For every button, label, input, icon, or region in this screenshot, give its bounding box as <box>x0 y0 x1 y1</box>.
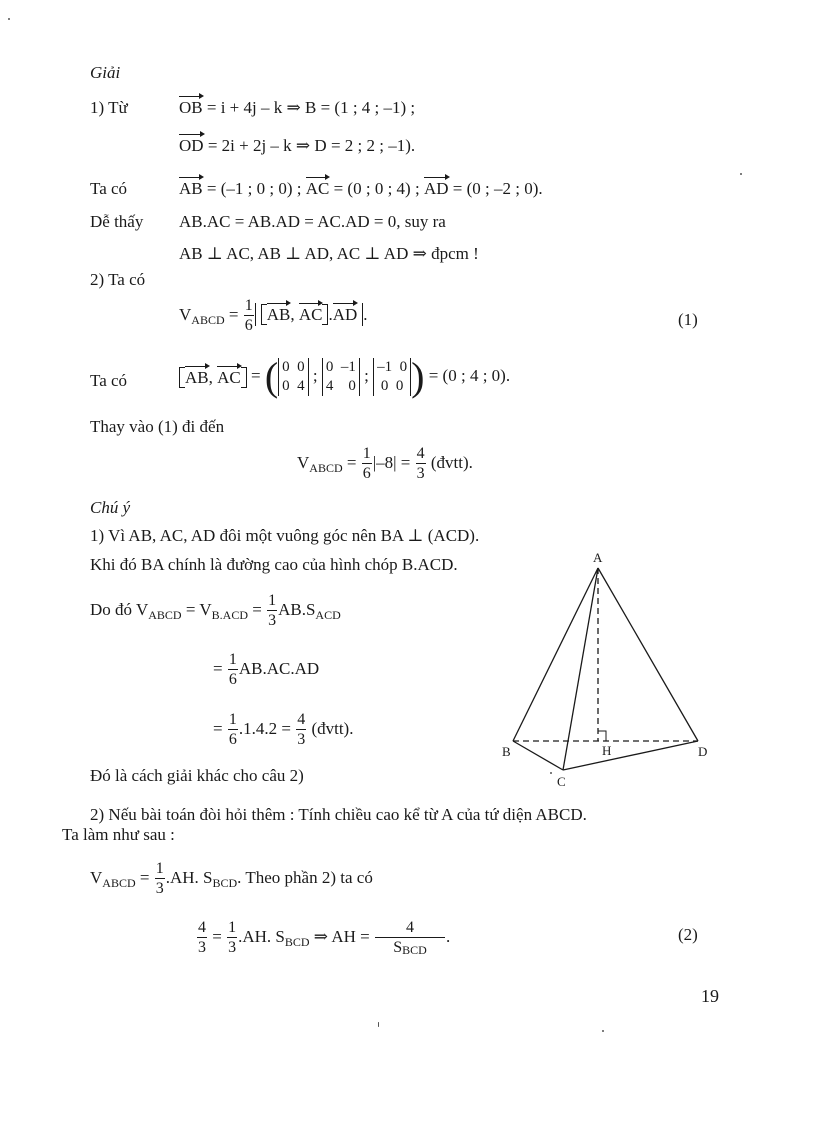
cross-product-result: = (0 ; 4 ; 0). <box>428 365 511 385</box>
ob-vector: OB <box>179 98 203 117</box>
od-vector: OD <box>179 136 204 155</box>
volume-formula: $V_{ABCD}$ = $\frac{1}{6}$ AB, AC .AD . <box>179 297 368 334</box>
ab-value: = (–1 ; 0 ; 0) ; <box>206 179 302 198</box>
od-expression: = 2i + 2j – k ⇒ D = 2 ; 2 ; –1). <box>207 136 416 155</box>
right-angle-mark <box>598 731 606 741</box>
ad-vector: AD <box>423 179 449 198</box>
note-line-1: 1) Vì AB, AC, AD đôi một vuông góc nên BA ⊥ (ACD). <box>90 526 480 545</box>
scan-speck <box>8 18 10 20</box>
tetrahedron-figure <box>495 548 735 788</box>
solution-heading: Giải <box>90 63 121 82</box>
note-heading: Chú ý <box>90 498 131 517</box>
determinant-3: –1 0 0 0 <box>373 358 411 396</box>
note-line-2: Khi đó BA chính là đường cao của hình chóp B.ACD. <box>90 555 458 574</box>
note-alternative-line: Đó là cách giải khác cho câu 2) <box>90 766 304 785</box>
height-formula-line: $V_{ABCD}$ = $\frac{1}{3}$ .AH. $S_{BCD}$. Theo phần 2) ta có <box>90 860 373 897</box>
page-number: 19 <box>701 986 719 1006</box>
taco-label-1: Ta có <box>90 179 128 198</box>
determinant-1: 0 0 0 4 <box>278 358 309 396</box>
edge-ab <box>513 568 598 741</box>
dethay-label: Dễ thấy <box>90 212 144 231</box>
od-line <box>179 137 415 154</box>
scan-speck <box>378 1022 379 1027</box>
edge-cd <box>563 741 698 770</box>
note-intro-line: Ta làm như sau : <box>62 825 175 844</box>
scan-speck <box>740 173 742 175</box>
ob-line <box>179 99 415 116</box>
volume-v: V <box>179 304 192 324</box>
volume-subscript: ABCD <box>191 312 225 327</box>
label-d: D <box>698 744 708 759</box>
part2-label: 2) Ta có <box>90 270 146 289</box>
volume-result: $V_{ABCD}$ = $\frac{1}{6}$ |–8| = $\frac{4}{3}$ (đvtt). <box>297 445 473 482</box>
note-part2-line: 2) Nếu bài toán đòi hỏi thêm : Tính chiều cao kể từ A của tứ diện ABCD. <box>90 805 587 824</box>
label-b: B <box>502 744 511 759</box>
edge-ac <box>563 568 598 770</box>
cross-product-line: AB, AC = ( 0 0 0 4 ; 0 –1 4 0 ; –1 0 0 0 ) = (0 ; 4 ; 0). <box>179 357 510 397</box>
abs-mixed-product: AB, AC .AD <box>255 303 364 326</box>
scan-speck <box>550 772 552 774</box>
determinant-2: 0 –1 4 0 <box>322 358 360 396</box>
ab-vector: AB <box>179 179 203 198</box>
label-h: H <box>602 743 612 758</box>
label-a: A <box>593 550 603 565</box>
ac-value: = (0 ; 0 ; 4) ; <box>333 179 420 198</box>
vector-values-line <box>179 180 543 197</box>
edge-ad <box>598 568 698 741</box>
ob-expression: = i + 4j – k ⇒ B = (1 ; 4 ; –1) ; <box>206 98 416 117</box>
equation-number-2: (2) <box>678 925 698 944</box>
scan-speck <box>602 1030 604 1032</box>
ad-value: = (0 ; –2 ; 0). <box>452 179 543 198</box>
taco-label-2: Ta có <box>90 371 128 390</box>
edge-bc <box>513 741 563 770</box>
part1-label: 1) Từ <box>90 98 128 117</box>
note-volume-line: Do đó $V_{ABCD} = V_{B.ACD}$ = $\frac{1}{3}$ $AB.S_{ACD}$ <box>90 592 341 629</box>
label-c: C <box>557 774 566 788</box>
perpendicular-line: AB ⊥ AC, AB ⊥ AD, AC ⊥ AD ⇒ đpcm ! <box>179 244 479 263</box>
substitute-line: Thay vào (1) đi đến <box>90 417 225 436</box>
note-product-line: = $\frac{1}{6}$ AB.AC.AD <box>213 651 320 688</box>
equation-number-1: (1) <box>678 310 698 329</box>
dot-product-line: AB.AC = AB.AD = AC.AD = 0, suy ra <box>179 212 446 231</box>
note-number-line: = $\frac{1}{6}$ .1.4.2 = $\frac{4}{3}$ (đvtt). <box>213 711 354 748</box>
ac-vector: AC <box>305 179 330 198</box>
height-equation-line: $\frac{4}{3}$ = $\frac{1}{3}$ .AH. $S_{BCD}$ ⇒ AH = $\frac{4}{\text{SBCD}}$ . <box>198 919 451 957</box>
one-sixth-fraction: $\frac{1}{6}$ <box>244 297 253 334</box>
